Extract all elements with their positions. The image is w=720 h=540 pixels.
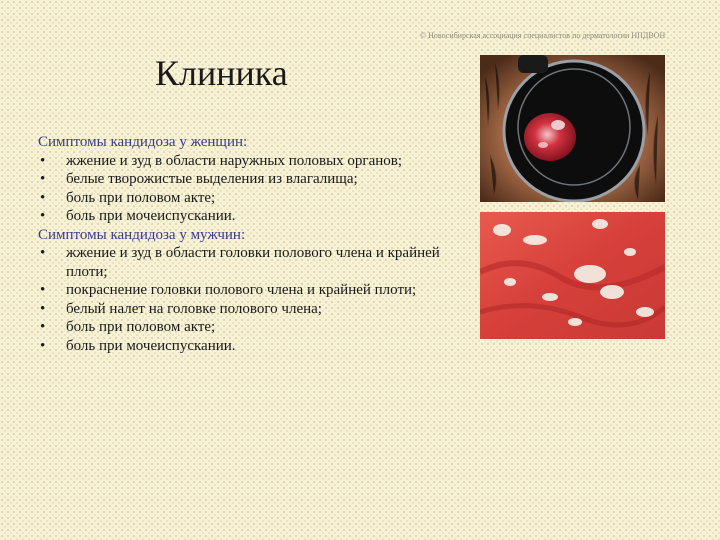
list-item: • боль при половом акте;	[38, 189, 458, 208]
women-symptoms-list	[38, 152, 458, 226]
men-symptoms-heading: Симптомы кандидоза у мужчин:	[38, 226, 246, 243]
list-item: • белый налет на головке полового члена;	[38, 300, 458, 319]
list-item: • покраснение головки полового члена и крайней плоти;	[38, 281, 458, 300]
copyright-notice: © Новосибирская ассоциация специалистов по дерматологии НПДВОН	[420, 31, 666, 40]
list-item: • белые творожистые выделения из влагалища;	[38, 170, 458, 189]
clinical-photo-speculum	[480, 55, 665, 202]
symptoms-text	[38, 133, 458, 355]
list-item: • жжение и зуд в области наружных половых органов;	[38, 152, 458, 171]
list-item: • боль при мочеиспускании.	[38, 207, 458, 226]
list-item: • боль при половом акте;	[38, 318, 458, 337]
list-item: • жжение и зуд в области головки полового члена и крайней плоти;	[38, 244, 458, 281]
list-item: • боль при мочеиспускании.	[38, 337, 458, 356]
women-symptoms-heading: Симптомы кандидоза у женщин:	[38, 134, 248, 150]
slide-title: Клиника	[155, 53, 288, 93]
clinical-photo-mucosa	[480, 212, 665, 339]
men-symptoms-list	[38, 244, 458, 355]
